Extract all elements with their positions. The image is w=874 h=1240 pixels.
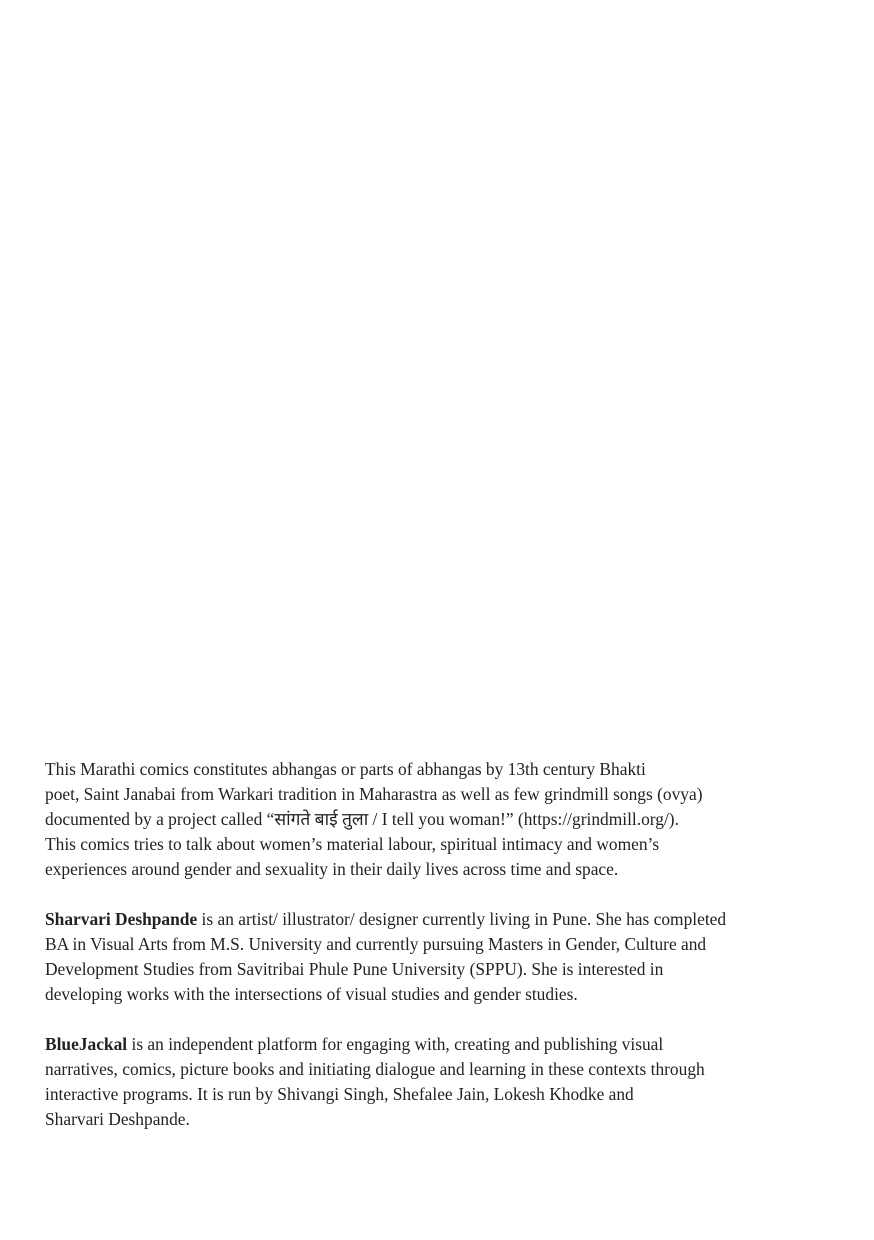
artist-bio-paragraph — [45, 907, 845, 1007]
publisher-line: interactive programs. It is run by Shivangi Singh, Shefalee Jain, Lokesh Khodke and — [45, 1084, 634, 1104]
artist-bio-line: Development Studies from Savitribai Phule Pune University (SPPU). She is interested in — [45, 959, 664, 979]
back-matter-text — [45, 757, 845, 1157]
publisher-name: BlueJackal — [45, 1034, 128, 1054]
artist-name: Sharvari Deshpande — [45, 909, 198, 929]
artist-bio-line: developing works with the intersections of visual studies and gender studies. — [45, 984, 578, 1004]
intro-paragraph — [45, 757, 845, 882]
publisher-paragraph — [45, 1032, 845, 1132]
intro-line: documented by a project called “सांगते बाई तुला / I tell you woman!” (https://grindmill.org/). — [45, 809, 679, 829]
intro-line: experiences around gender and sexuality in their daily lives across time and space. — [45, 859, 619, 879]
intro-line: This comics tries to talk about women’s material labour, spiritual intimacy and women’s — [45, 834, 660, 854]
artist-bio-line — [45, 907, 845, 932]
publisher-text: is an independent platform for engaging with, creating and publishing visual — [127, 1034, 664, 1054]
publisher-line — [45, 1032, 845, 1057]
intro-line: This Marathi comics constitutes abhangas or parts of abhangas by 13th century Bhakti — [45, 759, 646, 779]
artist-bio-line: BA in Visual Arts from M.S. University and currently pursuing Masters in Gender, Culture and — [45, 934, 707, 954]
publisher-line: Sharvari Deshpande. — [45, 1109, 190, 1129]
publisher-line: narratives, comics, picture books and initiating dialogue and learning in these contexts through — [45, 1059, 705, 1079]
artist-bio-text: is an artist/ illustrator/ designer currently living in Pune. She has completed — [197, 909, 727, 929]
intro-line: poet, Saint Janabai from Warkari tradition in Maharastra as well as few grindmill songs (ovya) — [45, 784, 703, 804]
